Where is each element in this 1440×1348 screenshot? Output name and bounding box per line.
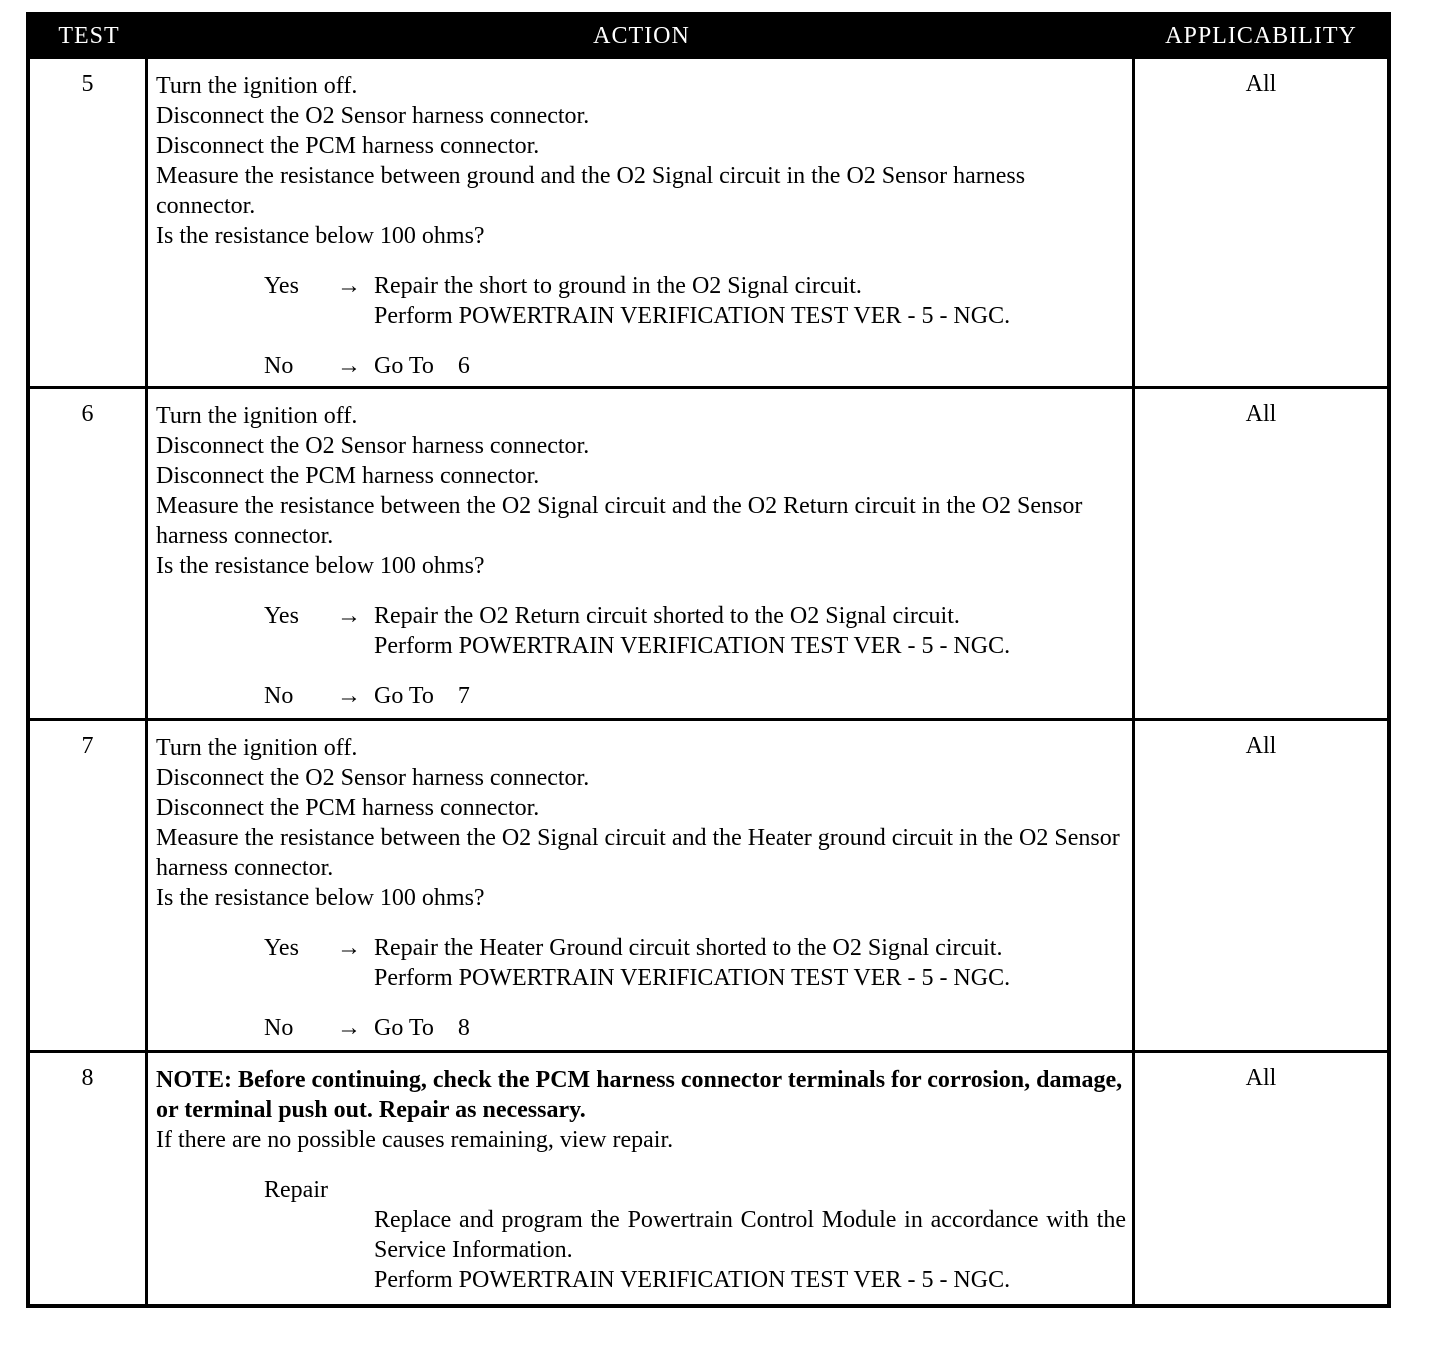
action-cell xyxy=(148,1053,1135,1304)
arrow-icon: → xyxy=(337,1015,361,1041)
yes-label: Yes xyxy=(264,603,299,629)
goto-label: Go To xyxy=(374,683,434,709)
table-row xyxy=(30,718,1387,1050)
action-cell xyxy=(148,721,1135,1050)
arrow-icon: → xyxy=(337,683,361,709)
repair-label: Repair xyxy=(264,1177,328,1203)
step: Turn the ignition off. xyxy=(156,735,358,761)
yes-outcome xyxy=(264,933,1126,993)
applicability: All xyxy=(1245,71,1277,97)
header-test: TEST xyxy=(58,22,120,49)
repair-text: Replace and program the Powertrain Control Module in accordance with the Service Information. xyxy=(374,1207,1126,1263)
goto-number: 8 xyxy=(457,1015,470,1041)
arrow-icon: → xyxy=(337,603,361,629)
test-number: 5 xyxy=(30,59,148,386)
table-row xyxy=(30,1050,1387,1304)
action-cell xyxy=(148,389,1135,718)
goto-number: 7 xyxy=(457,683,470,709)
test-number: 6 xyxy=(30,389,148,718)
test-number: 8 xyxy=(30,1053,148,1304)
step: Is the resistance below 100 ohms? xyxy=(156,553,485,579)
instruction-line: Repair the Heater Ground circuit shorted to the O2 Signal circuit. xyxy=(374,935,1003,961)
step-list xyxy=(156,401,1126,581)
yes-instructions xyxy=(374,601,1126,661)
goto-link[interactable] xyxy=(374,1013,1126,1043)
instruction-line: Perform POWERTRAIN VERIFICATION TEST VER - 5 - NGC. xyxy=(374,633,1011,659)
applicability: All xyxy=(1245,733,1277,759)
no-label: No xyxy=(264,683,294,709)
applicability: All xyxy=(1245,1065,1277,1091)
table-row xyxy=(30,56,1387,386)
step-list xyxy=(156,71,1126,251)
step: Is the resistance below 100 ohms? xyxy=(156,223,485,249)
applicability: All xyxy=(1245,401,1277,427)
step: Turn the ignition off. xyxy=(156,403,358,429)
arrow-icon: → xyxy=(337,353,361,379)
goto-number: 6 xyxy=(457,353,470,379)
instruction-line: Repair the O2 Return circuit shorted to the O2 Signal circuit. xyxy=(374,603,960,629)
step: If there are no possible causes remaining, view repair. xyxy=(156,1127,674,1153)
no-outcome xyxy=(264,351,1126,381)
yes-outcome xyxy=(264,601,1126,661)
step: Disconnect the O2 Sensor harness connector. xyxy=(156,433,590,459)
yes-label: Yes xyxy=(264,935,299,961)
step: Measure the resistance between ground and the O2 Signal circuit in the O2 Sensor harness connector. xyxy=(156,163,1026,219)
action-cell xyxy=(148,59,1135,386)
step: Disconnect the O2 Sensor harness connector. xyxy=(156,765,590,791)
step: Disconnect the O2 Sensor harness connector. xyxy=(156,103,590,129)
repair-instructions xyxy=(374,1205,1126,1295)
step: Disconnect the PCM harness connector. xyxy=(156,133,540,159)
arrow-icon: → xyxy=(337,273,361,299)
table-header xyxy=(30,16,1387,56)
no-outcome xyxy=(264,681,1126,711)
step: Disconnect the PCM harness connector. xyxy=(156,795,540,821)
test-number: 7 xyxy=(30,721,148,1050)
instruction-line: Perform POWERTRAIN VERIFICATION TEST VER - 5 - NGC. xyxy=(374,303,1011,329)
step: Measure the resistance between the O2 Signal circuit and the O2 Return circuit in the O2 Sensor harness connector. xyxy=(156,493,1083,549)
step: Is the resistance below 100 ohms? xyxy=(156,885,485,911)
yes-label: Yes xyxy=(264,273,299,299)
yes-instructions xyxy=(374,933,1126,993)
arrow-icon: → xyxy=(337,935,361,961)
goto-label: Go To xyxy=(374,1015,434,1041)
step: Disconnect the PCM harness connector. xyxy=(156,463,540,489)
instruction-line: Perform POWERTRAIN VERIFICATION TEST VER - 5 - NGC. xyxy=(374,965,1011,991)
diagnostic-table xyxy=(26,12,1391,1308)
yes-outcome xyxy=(264,271,1126,331)
goto-link[interactable] xyxy=(374,351,1126,381)
repair-perform: Perform POWERTRAIN VERIFICATION TEST VER - 5 - NGC. xyxy=(374,1267,1011,1293)
table-row xyxy=(30,386,1387,718)
yes-instructions xyxy=(374,271,1126,331)
goto-label: Go To xyxy=(374,353,434,379)
step: Turn the ignition off. xyxy=(156,73,358,99)
header-applicability: APPLICABILITY xyxy=(1165,22,1357,49)
step: Measure the resistance between the O2 Signal circuit and the Heater ground circuit in the O2 Sensor harness connector. xyxy=(156,825,1120,881)
no-label: No xyxy=(264,353,294,379)
goto-link[interactable] xyxy=(374,681,1126,711)
no-label: No xyxy=(264,1015,294,1041)
header-action: ACTION xyxy=(593,22,690,49)
note-text: NOTE: Before continuing, check the PCM harness connector terminals for corrosion, damage, or terminal push out. Repair as necessary. xyxy=(156,1067,1123,1123)
no-outcome xyxy=(264,1013,1126,1043)
step-list xyxy=(156,733,1126,913)
instruction-line: Repair the short to ground in the O2 Signal circuit. xyxy=(374,273,862,299)
